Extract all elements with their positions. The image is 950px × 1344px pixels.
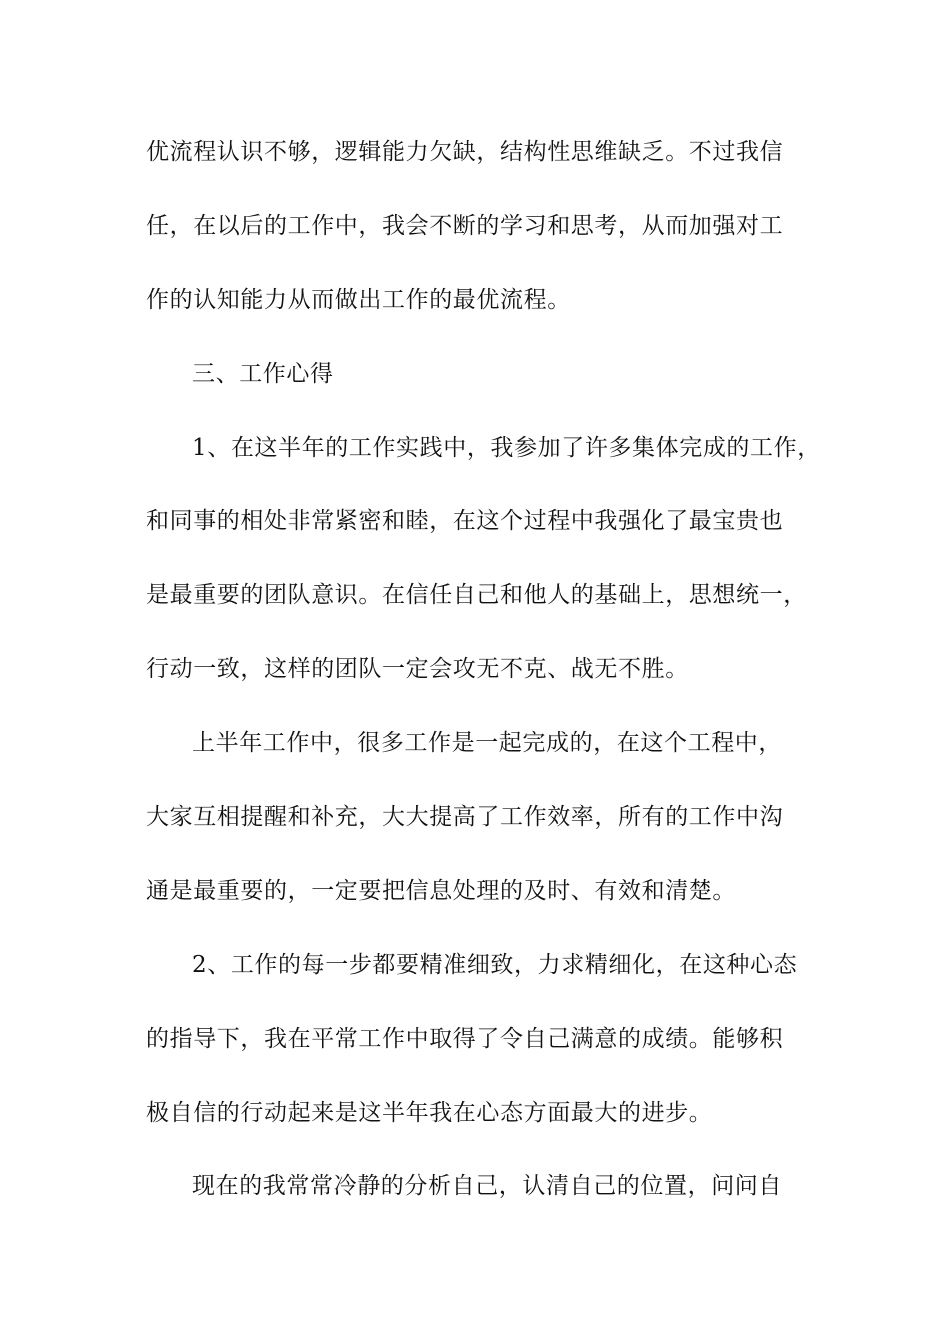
text-line: 2、工作的每一步都要精准细致，力求精细化，在这种心态 (192, 951, 798, 978)
text-line: 的指导下，我在平常工作中取得了令自己满意的成绩。能够积 (146, 1025, 784, 1052)
text-line: 1、在这半年的工作实践中，我参加了许多集体完成的工作， (192, 434, 821, 461)
text-line: 任，在以后的工作中，我会不断的学习和思考，从而加强对工 (146, 212, 784, 239)
text-line: 是最重要的团队意识。在信任自己和他人的基础上，思想统一， (146, 582, 807, 609)
section-heading: 三、工作心得 (192, 360, 334, 387)
text-line: 优流程认识不够，逻辑能力欠缺，结构性思维缺乏。不过我信 (146, 139, 784, 165)
body-text (146, 130, 826, 1238)
text-line: 极自信的行动起来是这半年我在心态方面最大的进步。 (146, 1099, 713, 1126)
text-line: 通是最重要的，一定要把信息处理的及时、有效和清楚。 (146, 877, 736, 904)
text-line: 上半年工作中，很多工作是一起完成的，在这个工程中， (192, 730, 782, 757)
text-line: 大家互相提醒和补充，大大提高了工作效率，所有的工作中沟 (146, 804, 784, 831)
text-line: 行动一致，这样的团队一定会攻无不克、战无不胜。 (146, 656, 689, 683)
text-line: 和同事的相处非常紧密和睦，在这个过程中我强化了最宝贵也 (146, 508, 784, 535)
text-line: 现在的我常常冷静的分析自己，认清自己的位置，问问自 (192, 1173, 782, 1200)
text-line: 作的认知能力从而做出工作的最优流程。 (146, 286, 571, 313)
